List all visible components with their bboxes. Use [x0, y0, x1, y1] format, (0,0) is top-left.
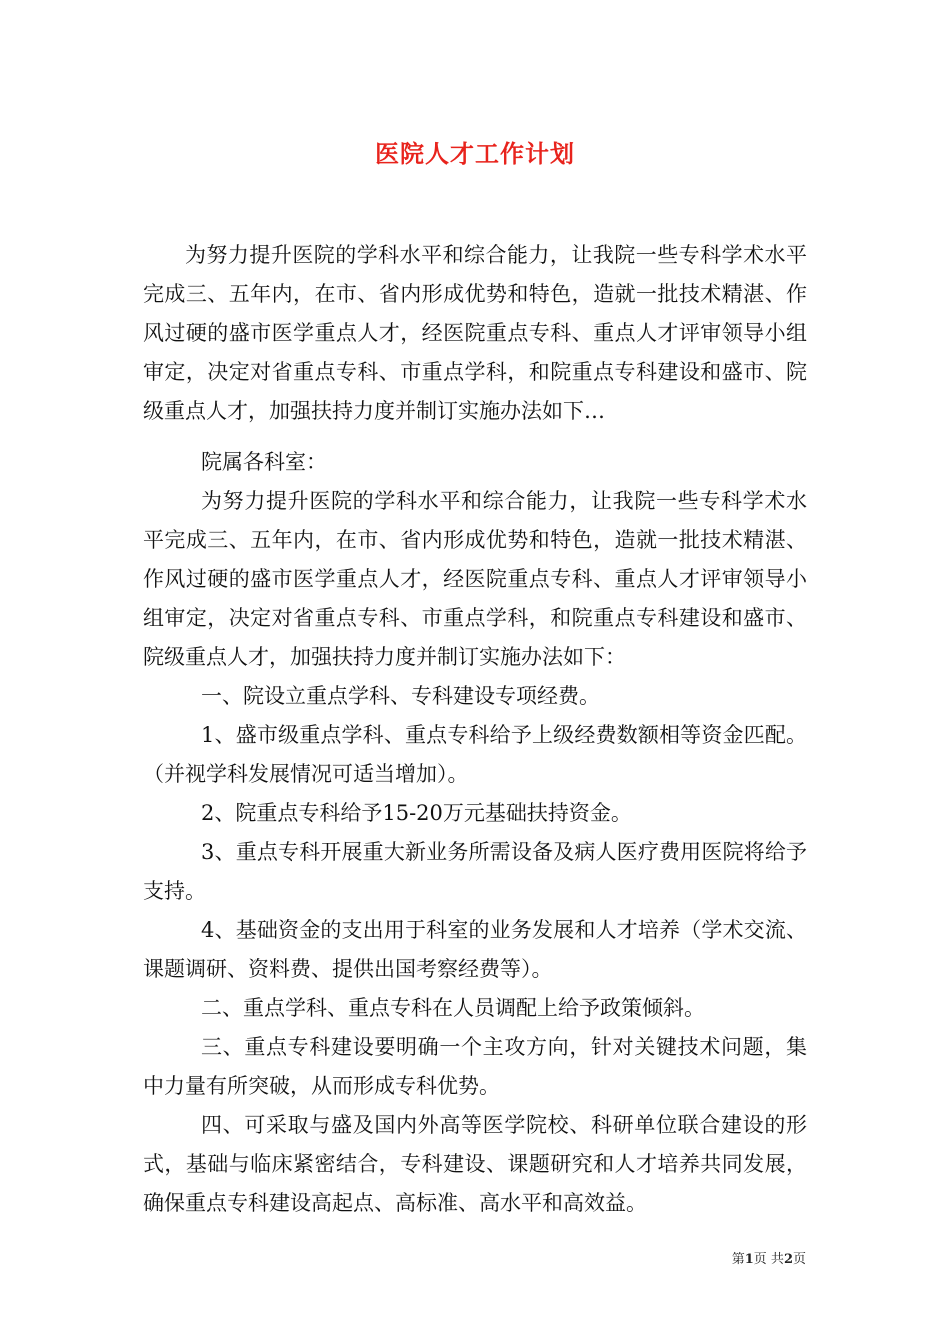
- body-paragraph: 为努力提升医院的学科水平和综合能力，让我院一些专科学术水平完成三、五年内，在市、省内形成优势和特色，造就一批技术精湛、作风过硬的盛市医学重点人才，经医院重点专科、重点人才评审领导小组审定，决定对省重点专科、市重点学科，和院重点专科建设和盛市、院级重点人才，加强扶持力度并制订实施办法如下：: [143, 489, 807, 669]
- total-pages-number: 2: [783, 1252, 793, 1267]
- page-footer: [0, 1248, 806, 1267]
- footer-prefix: 第: [731, 1252, 745, 1267]
- list-item: 2、院重点专科给予15-20万元基础扶持资金。: [201, 801, 632, 825]
- list-item: 4、基础资金的支出用于科室的业务发展和人才培养（学术交流、课题调研、资料费、提供出国考察经费等）。: [143, 918, 807, 981]
- intro-paragraph: 为努力提升医院的学科水平和综合能力，让我院一些专科学术水平完成三、五年内，在市、省内形成优势和特色，造就一批技术精湛、作风过硬的盛市医学重点人才，经医院重点专科、重点人才评审领导小组审定，决定对省重点专科、市重点学科，和院重点专科建设和盛市、院级重点人才，加强扶持力度并制订实施办法如下…: [143, 243, 807, 423]
- section-heading: 三、重点专科建设要明确一个主攻方向，针对关键技术问题，集中力量有所突破，从而形成专科优势。: [143, 1035, 807, 1098]
- list-item: 3、重点专科开展重大新业务所需设备及病人医疗费用医院将给予支持。: [143, 840, 807, 903]
- section-heading: 一、院设立重点学科、专科建设专项经费。: [201, 684, 600, 708]
- list-item: 1、盛市级重点学科、重点专科给予上级经费数额相等资金匹配。（并视学科发展情况可适当增加）。: [143, 723, 807, 786]
- paragraph-gap: [143, 431, 807, 443]
- salutation: 院属各科室：: [201, 450, 327, 474]
- section-heading: 二、重点学科、重点专科在人员调配上给予政策倾斜。: [201, 996, 705, 1020]
- current-page-number: 1: [744, 1252, 754, 1267]
- document-body: [143, 236, 807, 1223]
- footer-middle: 页 共: [753, 1252, 784, 1267]
- document-title: 医院人才工作计划: [375, 139, 575, 168]
- footer-suffix: 页: [792, 1252, 806, 1267]
- section-heading: 四、可采取与盛及国内外高等医学院校、科研单位联合建设的形式，基础与临床紧密结合，专科建设、课题研究和人才培养共同发展，确保重点专科建设高起点、高标准、高水平和高效益。: [143, 1113, 807, 1215]
